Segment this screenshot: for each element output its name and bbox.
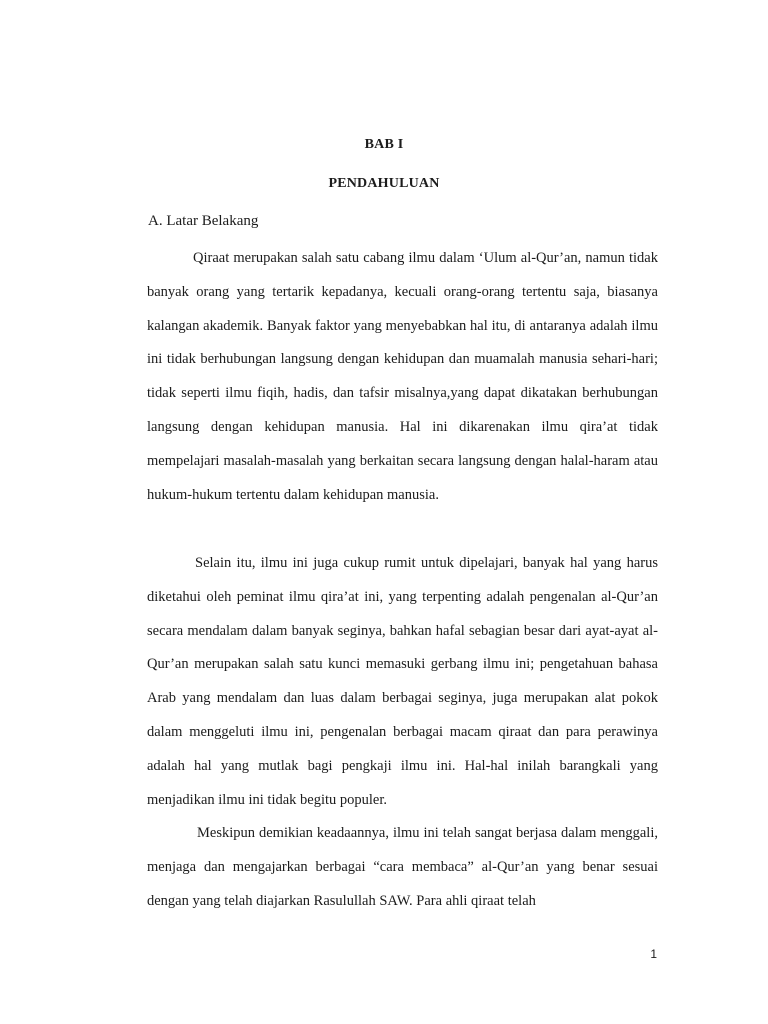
paragraph: Qiraat merupakan salah satu cabang ilmu dalam ‘Ulum al-Qur’an, namun tidak banyak orang yang tertarik kepadanya, kecuali orang-orang tertentu saja, biasanya kalangan akademik. Banyak faktor yang menyebabkan hal itu, di antaranya adalah ilmu ini tidak berhubungan langsung dengan kehidupan dan muamalah manusia sehari-hari; tidak seperti ilmu fiqih, hadis, dan tafsir misalnya,yang dapat dikatakan berhubungan langsung dengan kehidupan manusia. Hal ini dikarenakan ilmu qira’at tidak mempelajari masalah-masalah yang berkaitan secara langsung dengan halal-haram atau hukum-hukum tertentu dalam kehidupan manusia.: [147, 250, 658, 503]
paragraph: Meskipun demikian keadaannya, ilmu ini telah sangat berjasa dalam menggali, menjaga dan mengajarkan berbagai “cara membaca” al-Qur’an yang benar sesuai dengan yang telah diajarkan Rasulullah SAW. Para ahli qiraat telah: [147, 825, 658, 909]
chapter-title: PENDAHULUAN: [328, 176, 440, 191]
paragraph: Selain itu, ilmu ini juga cukup rumit untuk dipelajari, banyak hal yang harus diketahui oleh peminat ilmu qira’at ini, yang terpenting adalah pengenalan al-Qur’an secara mendalam dalam banyak seginya, bahkan hafal sebagian besar dari ayat-ayat al-Qur’an merupakan salah satu kunci memasuki gerbang ilmu ini; pengetahuan bahasa Arab yang mendalam dan luas dalam berbagai seginya, juga merupakan alat pokok dalam menggeluti ilmu ini, pengenalan berbagai macam qiraat dan para perawinya adalah hal yang mutlak bagi pengkaji ilmu ini. Hal-hal inilah barangkali yang menjadikan ilmu ini tidak begitu populer.: [147, 555, 658, 808]
chapter-heading: BAB I: [364, 137, 404, 152]
section-heading: A. Latar Belakang: [148, 213, 259, 229]
page-number: 1: [650, 947, 657, 961]
